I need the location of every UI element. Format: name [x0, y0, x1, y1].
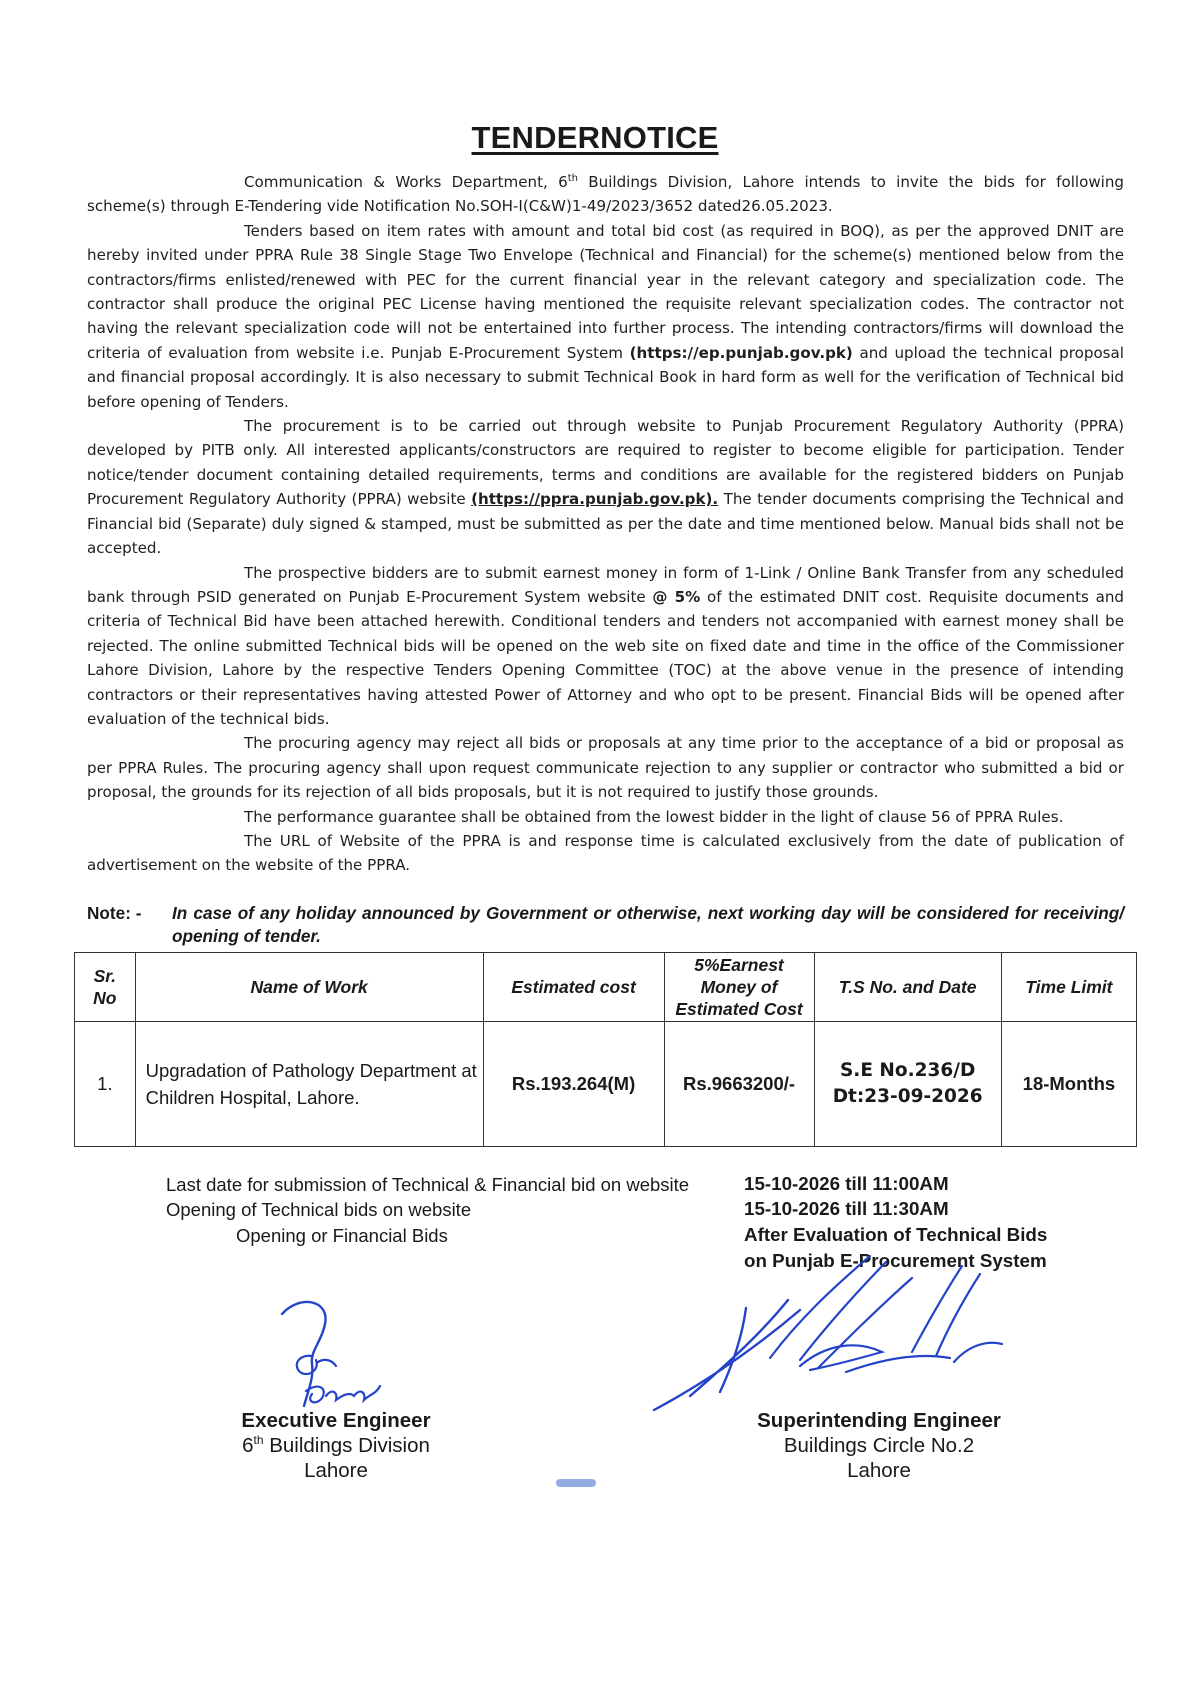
holiday-note — [87, 902, 1124, 948]
superintending-engineer-block — [699, 1408, 1059, 1483]
ppra-link[interactable]: (https://ppra.punjab.gov.pk). — [471, 490, 719, 509]
cell-earnest-money: Rs.9663200/- — [664, 1022, 814, 1147]
paragraph-6: The performance guarantee shall be obtained from the lowest bidder in the light of clause 56 of PPRA Rules. — [244, 807, 1064, 826]
header-time-limit: Time Limit — [1001, 953, 1136, 1022]
header-sr-no: Sr. No — [75, 953, 136, 1022]
executive-engineer-division: 6th Buildings Division — [242, 1433, 430, 1457]
submission-value: 15-10-2026 till 11:00AM — [744, 1173, 949, 1194]
superintending-engineer-title: Superintending Engineer — [757, 1409, 1001, 1432]
table-header-row — [75, 953, 1137, 1022]
opening-financial-label: Opening or Financial Bids — [236, 1225, 448, 1246]
paragraph-3: The procurement is to be carried out through website to Punjab Procurement Regulatory Authority (PPRA) developed by PITB only. All interested applicants/constructors are required to register to become eligible for participation. Tender notice/tender document containing detailed requirements, terms and conditions are available for the registered bidders on Punjab Procurement Regulatory Authority (PPRA) website (https://ppra.punjab.gov.pk). The tender documents comprising the Technical and Financial bid (Separate) duly signed & stamped, must be submitted as per the date and time mentioned below. Manual bids shall not be accepted. — [87, 417, 1124, 558]
header-name-of-work: Name of Work — [135, 953, 483, 1022]
cell-sr: 1. — [75, 1022, 136, 1147]
opening-technical-value: 15-10-2026 till 11:30AM — [744, 1198, 949, 1219]
note-label: Note: - — [87, 903, 142, 923]
opening-financial-value-1: After Evaluation of Technical Bids — [744, 1224, 1048, 1245]
submission-label: Last date for submission of Technical & Financial bid on website — [166, 1174, 690, 1195]
executive-engineer-city: Lahore — [304, 1459, 368, 1482]
opening-financial-value-2: on Punjab E-Procurement System — [744, 1250, 1047, 1271]
header-earnest-money: 5%Earnest Money of Estimated Cost — [664, 953, 814, 1022]
executive-engineer-block — [156, 1408, 516, 1483]
cell-ts-no-date: S.E No.236/D Dt:23-09-2026 — [814, 1022, 1001, 1147]
note-text: In case of any holiday announced by Government or otherwise, next working day will be considered for receiving/ opening of tender. — [172, 903, 1124, 946]
executive-engineer-title: Executive Engineer — [241, 1409, 431, 1432]
cell-time-limit: 18-Months — [1001, 1022, 1136, 1147]
superintending-engineer-circle: Buildings Circle No.2 — [783, 1434, 975, 1457]
paragraph-7: The URL of Website of the PPRA is and response time is calculated exclusively from the date of publication of advertisement on the website of the PPRA. — [87, 831, 1124, 875]
ink-smudge — [556, 1479, 596, 1487]
opening-technical-label: Opening of Technical bids on website — [166, 1199, 472, 1220]
header-ts-no-date: T.S No. and Date — [814, 953, 1001, 1022]
works-table — [74, 952, 1137, 1147]
cell-name-of-work: Upgradation of Pathology Department at Children Hospital, Lahore. — [135, 1022, 483, 1147]
paragraph-1: Communication & Works Department, 6th Buildings Division, Lahore intends to invite the bids for following scheme(s) through E-Tendering vide Notification No.SOH-I(C&W)1-49/2023/3652 dated26.05.2023. — [87, 172, 1125, 216]
paragraph-2: Tenders based on item rates with amount and total bid cost (as required in BOQ), as per the approved DNIT are hereby invited under PPRA Rule 38 Single Stage Two Envelope (Technical and Financial) for the scheme(s) mentioned below from the contractors/firms enlisted/renewed with PEC for the current financial year in the relevant category and specialization code. The contractor shall produce the original PEC License having mentioned the requisite relevant specialization codes. The contractor not having the relevant specialization code will not be entertained into further process. The intending contractors/firms will download the criteria of evaluation from website i.e. Punjab E-Procurement System (https://ep.punjab.gov.pk) and upload the technical proposal and financial proposal accordingly. It is also necessary to submit Technical Book in hard form as well for the verification of Technical bid before opening of Tenders. — [87, 221, 1124, 411]
paragraph-5: The procuring agency may reject all bids or proposals at any time prior to the acceptance of a bid or proposal as per PPRA Rules. The procuring agency shall upon request communicate rejection to any supplier or contractor who submitted a bid or proposal, the grounds for its rejection of all bids proposals, but it is not required to justify those grounds. — [87, 734, 1124, 802]
superintending-engineer-city: Lahore — [847, 1459, 911, 1482]
cell-estimated-cost: Rs.193.264(M) — [483, 1022, 664, 1147]
page-title: TENDERNOTICE — [471, 120, 719, 155]
superintending-engineer-signature — [650, 1248, 1010, 1418]
header-estimated-cost: Estimated cost — [483, 953, 664, 1022]
notice-body — [87, 170, 1124, 878]
table-row — [75, 1022, 1137, 1147]
earnest-percent: @ 5% — [652, 587, 701, 606]
paragraph-4: The prospective bidders are to submit earnest money in form of 1-Link / Online Bank Transfer from any scheduled bank through PSID generated on Punjab E-Procurement System website @ 5% of the estimated DNIT cost. Requisite documents and criteria of Technical Bid have been attached herewith. Conditional tenders and tenders not accompanied with earnest money shall be rejected. The online submitted Technical bids will be opened on the web site on fixed date and time in the office of the Commissioner Lahore Division, Lahore by the respective Tenders Opening Committee (TOC) at the above venue in the presence of intending contractors or their representatives having attested Power of Attorney and who opt to be present. Financial Bids will be opened after evaluation of the technical bids. — [87, 563, 1124, 728]
ep-punjab-link[interactable]: (https://ep.punjab.gov.pk) — [629, 343, 853, 362]
